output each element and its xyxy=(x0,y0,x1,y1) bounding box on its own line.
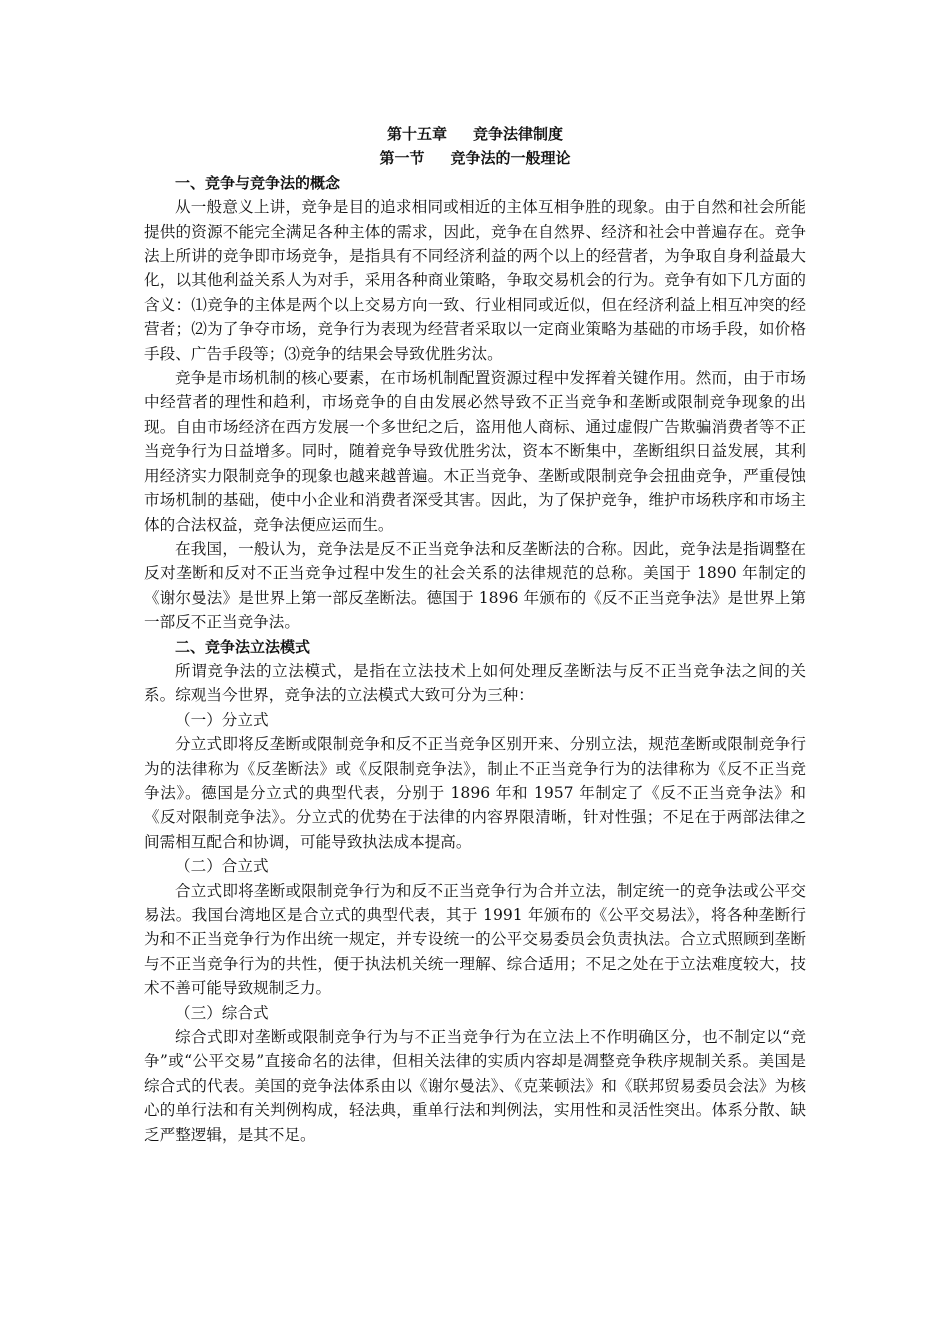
section-title xyxy=(144,146,806,170)
subheading-combined: （二）合立式 xyxy=(175,857,269,876)
subheading-separate: （一）分立式 xyxy=(175,710,269,729)
paragraph: 分立式即将反垄断或限制竞争和反不正当竞争区别开来、分别立法，规范垄断或限制竞争行为的法律称为《反垄断法》或《反限制竞争法》，制止不正当竞争行为的法律称为《反不正当竞争法》。德国是分立式的典型代表，分别于 1896 年和 1957 年制定了《反不正当竞争法》和《反对限制竞争法》。分立式的优势在于法律的内容界限清晰，针对性强；不足在于两部法律之间需相互配合和协调，可能导致执法成本提高。 xyxy=(144,735,806,851)
heading-legislative-mode: 二、竞争法立法模式 xyxy=(175,637,311,656)
paragraph: 综合式即对垄断或限制竞争行为与不正当竞争行为在立法上不作明确区分，也不制定以“竞争”或“公平交易”直接命名的法律，但相关法律的实质内容却是凋整竞争秩序规制关系。美国是综合式的代表。美国的竞争法体系由以《谢尔曼法》、《克莱顿法》和《联邦贸易委员会法》为核心的单行法和有关判例构成，轻法典，重单行法和判例法，实用性和灵活性突出。体系分散、缺乏严整逻辑，是其不足。 xyxy=(144,1028,806,1144)
chapter-name: 竞争法律制度 xyxy=(473,125,564,143)
heading-concept: 一、竞争与竞争法的概念 xyxy=(175,173,341,192)
paragraph: 在我国，一般认为，竞争法是反不正当竞争法和反垄断法的合称。因此，竞争法是指调整在反对垄断和反对不正当竞争过程中发生的社会关系的法律规范的总称。美国于 1890 年制定的《谢尔曼法》是世界上第一部反垄断法。德国于 1896 年颁布的《反不正当竞争法》是世界上第一部反不正当竞争法。 xyxy=(144,539,806,632)
document-page xyxy=(144,122,806,1147)
subheading-comprehensive: （三）综合式 xyxy=(175,1003,269,1022)
paragraph: 竞争是市场机制的核心要素，在市场机制配置资源过程中发挥着关键作用。然而，由于市场中经营者的理性和趋利，市场竞争的自由发展必然导致不正当竞争和垄断或限制竞争现象的出现。自由市场经济在西方发展一个多世纪之后，盗用他人商标、通过虚假广告欺骗消费者等不正当竞争行为日益增多。同时，随着竞争导致优胜劣汰，资本不断集中，垄断组织日益发展，其利用经济实力限制竞争的现象也越来越普遍。木正当竞争、垄断或限制竞争会扭曲竞争，严重侵蚀市场机制的基础，使中小企业和消费者深受其害。因此，为了保护竞争，维护市场秩序和市场主体的合法权益，竞争法便应运而生。 xyxy=(144,369,806,534)
chapter-title xyxy=(144,122,806,146)
section-number: 第一节 xyxy=(379,149,425,168)
paragraph: 合立式即将垄断或限制竞争行为和反不正当竞争行为合并立法，制定统一的竞争法或公平交易法。我国台湾地区是合立式的典型代表，其于 1991 年颁布的《公平交易法》，将各种垄断行为和不正当竞争行为作出统一规定，并专设统一的公平交易委员会负责执法。合立式照顾到垄断与不正当竞争行为的共性，便于执法机关统一理解、综合适用；不足之处在于立法难度较大，技术不善可能导致规制乏力。 xyxy=(144,881,806,998)
section-name: 竞争法的一般理论 xyxy=(450,149,571,168)
paragraph: 从一般意义上讲，竞争是目的追求相同或相近的主体互相争胜的现象。由于自然和社会所能提供的资源不能完全满足各种主体的需求，因此，竞争在自然界、经济和社会中普遍存在。竞争法上所讲的竞争即市场竞争，是指具有不同经济利益的两个以上的经营者，为争取自身利益最大化，以其他利益关系人为对手，采用各种商业策略，争取交易机会的行为。竞争有如下几方面的含义：⑴竞争的主体是两个以上交易方向一致、行业相同或近似，但在经济利益上相互冲突的经营者；⑵为了争夺市场，竞争行为表现为经营者采取以一定商业策略为基础的市场手段，如价格手段、广告手段等；⑶竞争的结果会导致优胜劣汰。 xyxy=(144,198,806,363)
chapter-number: 第十五章 xyxy=(386,125,447,143)
paragraph: 所谓竞争法的立法模式，是指在立法技术上如何处理反垄断法与反不正当竞争法之间的关系。综观当今世界，竞争法的立法模式大致可分为三种： xyxy=(144,661,806,705)
